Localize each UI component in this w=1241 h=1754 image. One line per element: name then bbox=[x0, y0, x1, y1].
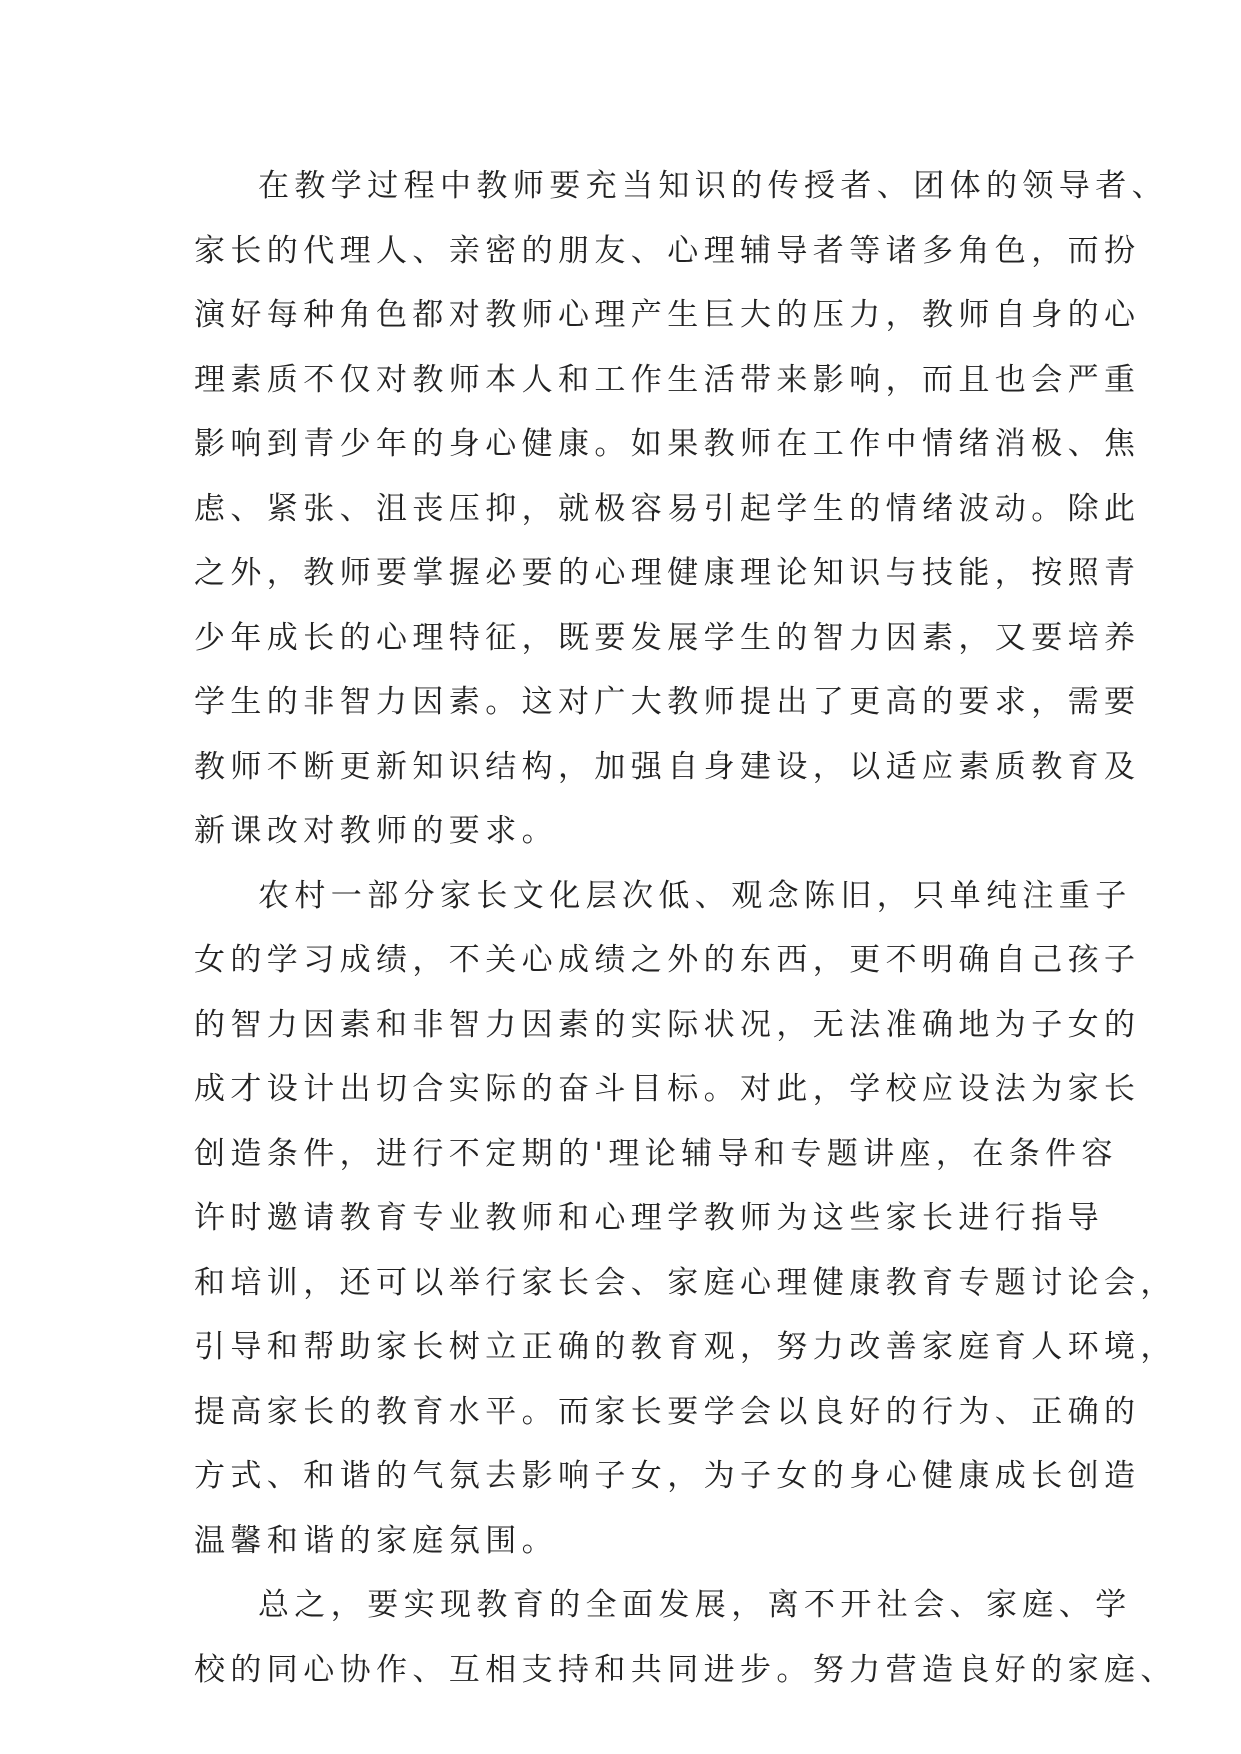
text-line: 学生的非智力因素。这对广大教师提出了更高的要求，需要 bbox=[194, 684, 1141, 720]
paragraph-teacher-roles bbox=[194, 154, 1168, 864]
text-line: 演好每种角色都对教师心理产生巨大的压力，教师自身的心 bbox=[194, 297, 1141, 333]
text-line: 农村一部分家长文化层次低、观念陈旧，只单纯注重子 bbox=[258, 877, 1132, 914]
text-line: 教师不断更新知识结构，加强自身建设，以适应素质教育及 bbox=[194, 748, 1141, 785]
text-line: 总之，要实现教育的全面发展，离不开社会、家庭、学 bbox=[258, 1587, 1132, 1623]
text-line: 提高家长的教育水平。而家长要学会以良好的行为、正确的 bbox=[194, 1393, 1141, 1430]
body-text bbox=[194, 154, 1177, 1702]
text-line: 成才设计出切合实际的奋斗目标。对此，学校应设法为家长 bbox=[194, 1071, 1141, 1107]
text-line: 的智力因素和非智力因素的实际状况，无法准确地为子女的 bbox=[194, 1006, 1141, 1043]
text-line: 引导和帮助家长树立正确的教育观，努力改善家庭育人环境， bbox=[194, 1329, 1177, 1365]
text-line: 温馨和谐的家庭氛围。 bbox=[194, 1522, 558, 1559]
text-line: 虑、紧张、沮丧压抑，就极容易引起学生的情绪波动。除此 bbox=[194, 490, 1141, 527]
paragraph-conclusion bbox=[194, 1573, 1177, 1702]
text-line: 女的学习成绩，不关心成绩之外的东西，更不明确自己孩子 bbox=[194, 942, 1141, 978]
text-line: 在教学过程中教师要充当知识的传授者、团体的领导者、 bbox=[258, 168, 1168, 204]
paragraph-rural-parents bbox=[194, 864, 1177, 1574]
text-line: 理素质不仅对教师本人和工作生活带来影响，而且也会严重 bbox=[194, 361, 1141, 398]
text-line: 影响到青少年的身心健康。如果教师在工作中情绪消极、焦 bbox=[194, 426, 1141, 462]
text-line: 和培训，还可以举行家长会、家庭心理健康教育专题讨论会， bbox=[194, 1264, 1177, 1301]
text-line: 之外，教师要掌握必要的心理健康理论知识与技能，按照青 bbox=[194, 555, 1141, 591]
text-line: 创造条件，进行不定期的'理论辅导和专题讲座，在条件容 bbox=[194, 1135, 1118, 1172]
text-line: 少年成长的心理特征，既要发展学生的智力因素，又要培养 bbox=[194, 619, 1141, 656]
text-line: 家长的代理人、亲密的朋友、心理辅导者等诸多角色，而扮 bbox=[194, 232, 1141, 269]
text-line: 许时邀请教育专业教师和心理学教师为这些家长进行指导 bbox=[194, 1200, 1104, 1236]
text-line: 新课改对教师的要求。 bbox=[194, 813, 558, 849]
text-line: 校的同心协作、互相支持和共同进步。努力营造良好的家庭、 bbox=[194, 1651, 1177, 1688]
text-line: 方式、和谐的气氛去影响子女，为子女的身心健康成长创造 bbox=[194, 1458, 1141, 1494]
